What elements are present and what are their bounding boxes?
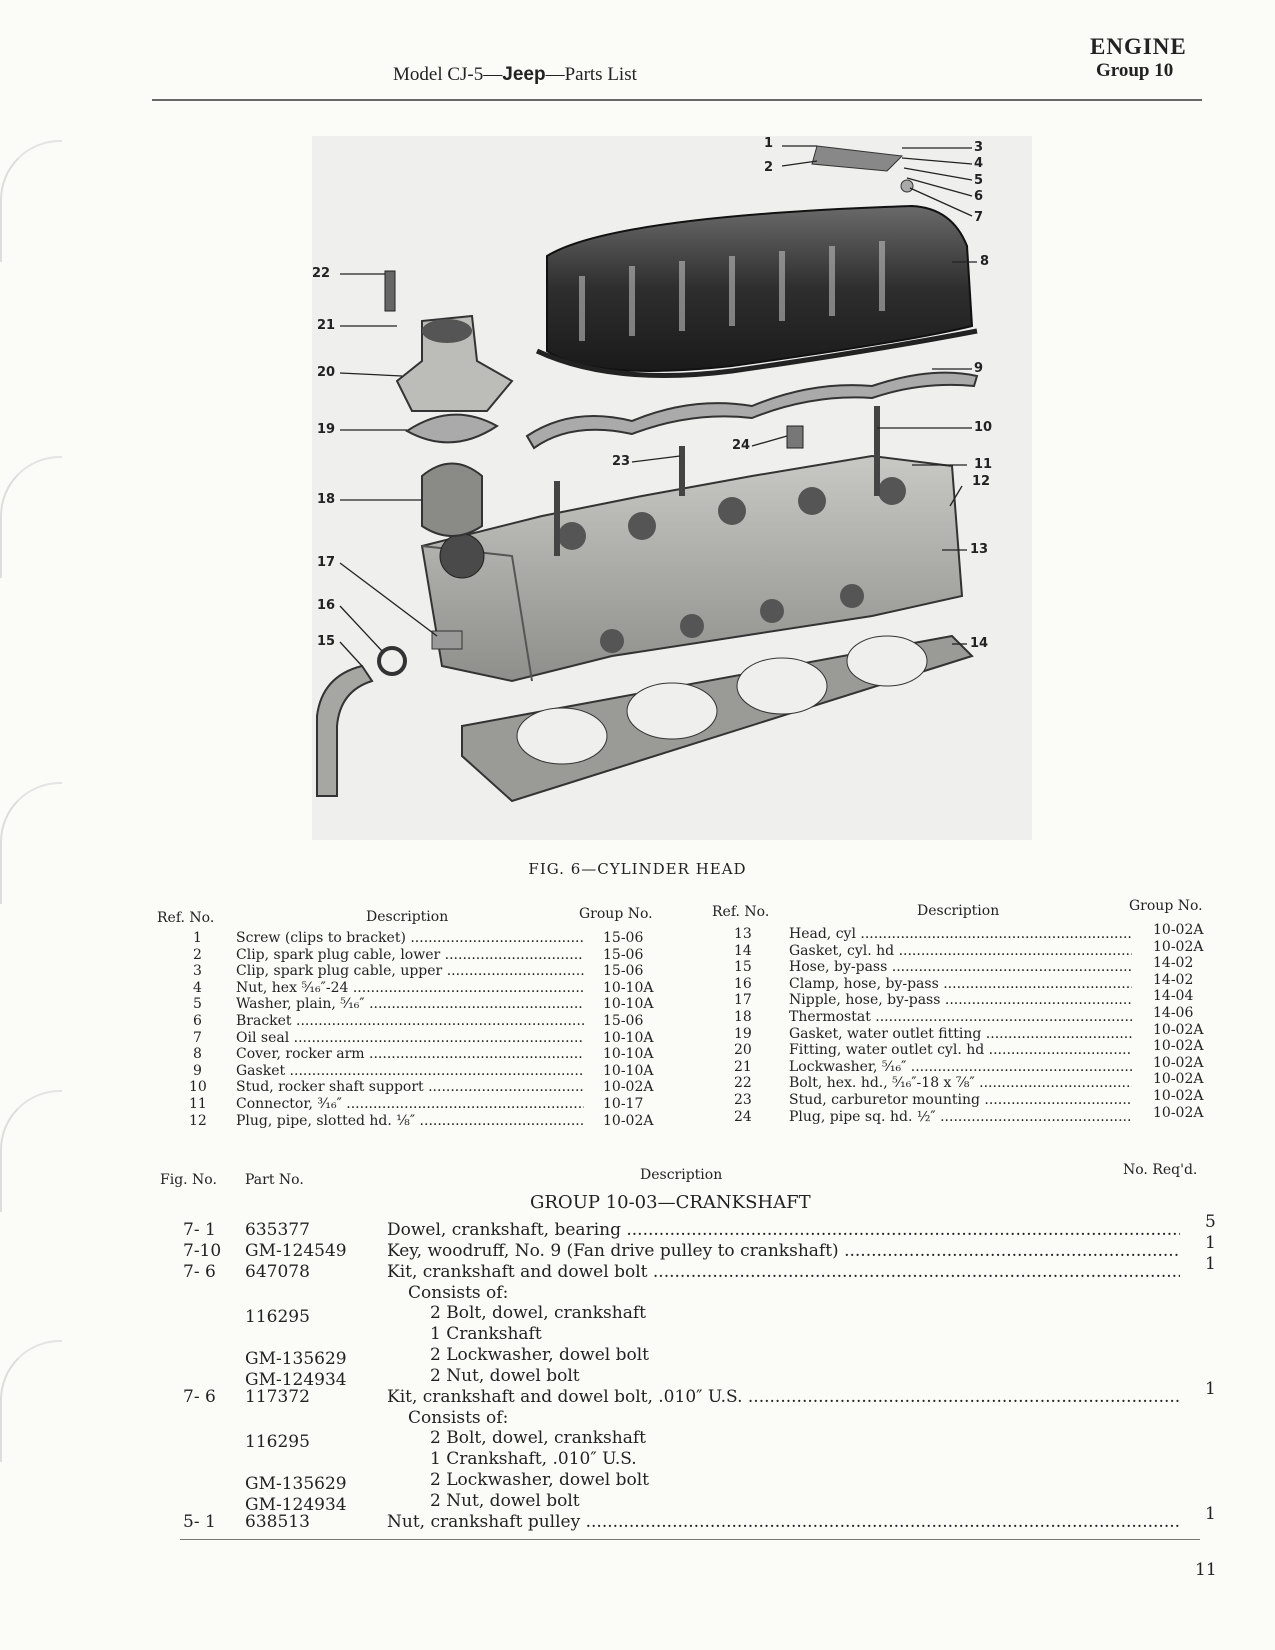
group-number: 10-02A (1153, 1054, 1204, 1071)
callout-6: 6 (974, 189, 984, 204)
item-description: Consists of: (408, 1408, 509, 1428)
desc-header-right: Description (917, 903, 1000, 919)
part-description: Clip, spark plug cable, lower ..... (236, 947, 584, 963)
group-number: 10-02A (603, 1112, 654, 1129)
part-number: GM-124934 (245, 1495, 347, 1515)
ref-number: 21 (734, 1058, 752, 1075)
binder-hole-mark (0, 140, 62, 262)
part-number: GM-135629 (245, 1474, 347, 1494)
ref-number: 13 (734, 926, 752, 942)
item-description: 1 Crankshaft, .010″ U.S. (430, 1449, 637, 1469)
item-description: 2 Nut, dowel bolt (430, 1366, 580, 1386)
group-number: 10-10A (603, 1029, 654, 1046)
part-description: Nut, hex ⁵⁄₁₆″-24 ..... (236, 980, 584, 996)
part-description: Stud, carburetor mounting ..... (789, 1092, 1132, 1108)
ref-number: 17 (734, 992, 752, 1009)
part-number: 638513 (245, 1512, 310, 1532)
part-number: 116295 (245, 1307, 310, 1327)
ref-number: 22 (734, 1075, 752, 1092)
part-description: Bolt, hex. hd., ⁵⁄₁₆″-18 x ⅞″ ..... (789, 1075, 1132, 1091)
binder-hole-mark (0, 1090, 62, 1212)
callout-19: 19 (317, 422, 336, 437)
group-number: 10-10A (603, 1046, 654, 1063)
item-description: 1 Crankshaft (430, 1324, 542, 1344)
footer-rule (180, 1539, 1200, 1540)
quantity-required: 1 (1205, 1254, 1216, 1274)
part-description: Plug, pipe, slotted hd. ⅛″ ..... (236, 1113, 584, 1129)
item-description: Dowel, crankshaft, bearing ..... (387, 1220, 1180, 1240)
ref-header-left: Ref. No. (157, 910, 215, 926)
ref-number: 14 (734, 942, 752, 959)
part-description: Gasket, water outlet fitting ..... (789, 1026, 1132, 1042)
part-description: Lockwasher, ⁵⁄₁₆″ ..... (789, 1059, 1132, 1075)
part-description: Screw (clips to bracket) ..... (236, 930, 584, 946)
quantity-required: 1 (1205, 1233, 1216, 1253)
part-description: Head, cyl ..... (789, 926, 1132, 942)
fig-number: 7- 1 (183, 1220, 216, 1240)
ref-number: 23 (734, 1092, 752, 1108)
group-number: 10-02A (1153, 1038, 1204, 1055)
part-number: GM-135629 (245, 1349, 347, 1369)
group-number: 15-06 (603, 946, 644, 963)
callout-21: 21 (317, 318, 336, 333)
ref-number: 16 (734, 975, 752, 992)
part-description: Gasket ..... (236, 1063, 584, 1079)
part-number: 647078 (245, 1262, 310, 1282)
ref-number: 4 (193, 979, 202, 996)
part-description: Bracket ..... (236, 1013, 584, 1029)
part-number: 117372 (245, 1387, 310, 1407)
ref-number: 19 (734, 1025, 752, 1042)
callout-2: 2 (764, 160, 774, 175)
group-number: 14-02 (1153, 971, 1194, 988)
binder-hole-mark (0, 782, 62, 904)
item-description: Kit, crankshaft and dowel bolt ..... (387, 1262, 1180, 1282)
item-description: Nut, crankshaft pulley ..... (387, 1512, 1180, 1532)
description-header: Description (640, 1167, 723, 1183)
ref-number: 7 (193, 1029, 202, 1046)
group-number: 10-02A (1153, 1104, 1204, 1121)
ref-number: 9 (193, 1062, 202, 1079)
quantity-required: 1 (1205, 1379, 1216, 1399)
ref-number: 6 (193, 1013, 202, 1029)
item-description: 2 Bolt, dowel, crankshaft (430, 1428, 646, 1448)
callout-18: 18 (317, 492, 336, 507)
part-number: 635377 (245, 1220, 310, 1240)
part-description: Thermostat ..... (789, 1009, 1132, 1025)
ref-number: 20 (734, 1042, 752, 1059)
part-number: 116295 (245, 1432, 310, 1452)
group-header-right: Group No. (1129, 898, 1203, 914)
ref-number: 24 (734, 1108, 752, 1125)
group-number: 10-10A (603, 996, 654, 1013)
group-number: 15-06 (603, 963, 644, 980)
part-description: Plug, pipe sq. hd. ½″ ..... (789, 1109, 1132, 1125)
part-number: GM-124549 (245, 1241, 347, 1261)
ref-number: 5 (193, 996, 202, 1013)
figure-caption: FIG. 6—CYLINDER HEAD (528, 860, 747, 878)
callout-20: 20 (317, 365, 336, 380)
req-header: No. Req'd. (1123, 1162, 1198, 1178)
item-description: 2 Nut, dowel bolt (430, 1491, 580, 1511)
cylinder-head-exploded-view (312, 136, 1032, 840)
group-number: 10-02A (1153, 1088, 1204, 1104)
callout-16: 16 (317, 598, 336, 613)
item-description: 2 Lockwasher, dowel bolt (430, 1470, 650, 1490)
section-title: ENGINE (1090, 34, 1187, 59)
callout-23: 23 (612, 454, 631, 469)
group-number: 10-02A (1153, 1021, 1204, 1038)
callout-1: 1 (764, 136, 774, 151)
callout-15: 15 (317, 634, 336, 649)
item-description: 2 Bolt, dowel, crankshaft (430, 1303, 646, 1323)
ref-number: 12 (189, 1112, 207, 1129)
ref-number: 15 (734, 959, 752, 976)
group-number: 10-17 (603, 1096, 644, 1112)
item-description: Kit, crankshaft and dowel bolt, .010″ U.S. ..... (387, 1387, 1180, 1407)
group-number: 14-04 (1153, 988, 1194, 1005)
group-number: 10-10A (603, 1062, 654, 1079)
ref-header-right: Ref. No. (712, 904, 770, 920)
binder-hole-mark (0, 1340, 62, 1462)
group-number: 15-06 (603, 930, 644, 946)
desc-header-left: Description (366, 909, 449, 925)
group-number: 10-02A (1153, 938, 1204, 955)
item-description: Consists of: (408, 1283, 509, 1303)
ref-number: 11 (189, 1096, 207, 1112)
part-description: Cover, rocker arm ..... (236, 1046, 584, 1062)
fig-no-header: Fig. No. (160, 1172, 217, 1188)
ref-number: 18 (734, 1009, 752, 1025)
quantity-required: 1 (1205, 1504, 1216, 1524)
group-number: 10-02A (1153, 1071, 1204, 1088)
part-number: GM-124934 (245, 1370, 347, 1390)
part-description: Clamp, hose, by-pass ..... (789, 976, 1132, 992)
callout-9: 9 (974, 361, 984, 376)
group-number: 14-06 (1153, 1005, 1194, 1021)
callout-14: 14 (970, 636, 989, 651)
callout-17: 17 (317, 555, 336, 570)
part-description: Fitting, water outlet cyl. hd ..... (789, 1042, 1132, 1058)
group-number: 10-10A (603, 979, 654, 996)
ref-number: 1 (193, 930, 202, 946)
part-description: Connector, ³⁄₁₆″ ..... (236, 1096, 584, 1112)
part-description: Hose, by-pass ..... (789, 959, 1132, 975)
cylinder-head-illustration (312, 136, 1032, 840)
callout-8: 8 (980, 254, 990, 269)
group-number: 10-02A (1153, 922, 1204, 938)
callout-5: 5 (974, 173, 984, 188)
binder-hole-mark (0, 456, 62, 578)
fig-number: 5- 1 (183, 1512, 216, 1532)
fig-number: 7- 6 (183, 1387, 216, 1407)
item-description: Key, woodruff, No. 9 (Fan drive pulley to crankshaft) ..... (387, 1241, 1180, 1261)
part-description: Oil seal ..... (236, 1030, 584, 1046)
page-header-title: Model CJ-5—Jeep—Parts List (393, 64, 637, 85)
item-description: 2 Lockwasher, dowel bolt (430, 1345, 650, 1365)
callout-4: 4 (974, 156, 984, 171)
quantity-required: 5 (1205, 1212, 1216, 1232)
callout-3: 3 (974, 140, 984, 155)
group-label: Group 10 (1096, 60, 1174, 81)
ref-number: 3 (193, 963, 202, 980)
callout-12: 12 (972, 474, 991, 489)
part-description: Washer, plain, ⁵⁄₁₆″ ..... (236, 996, 584, 1012)
fig-number: 7-10 (183, 1241, 222, 1261)
group-number: 10-02A (603, 1079, 654, 1096)
part-description: Clip, spark plug cable, upper ..... (236, 963, 584, 979)
callout-11: 11 (974, 457, 993, 472)
page-number: 11 (1195, 1560, 1217, 1580)
part-description: Nipple, hose, by-pass ..... (789, 992, 1132, 1008)
callout-24: 24 (732, 438, 751, 453)
callout-22: 22 (312, 266, 331, 281)
part-no-header: Part No. (245, 1172, 304, 1188)
callout-7: 7 (974, 210, 984, 225)
part-description: Stud, rocker shaft support ..... (236, 1079, 584, 1095)
fig-number: 7- 6 (183, 1262, 216, 1282)
callout-10: 10 (974, 420, 993, 435)
group-number: 14-02 (1153, 955, 1194, 972)
group-header-left: Group No. (579, 906, 653, 922)
group-number: 15-06 (603, 1013, 644, 1029)
ref-number: 10 (189, 1079, 207, 1096)
ref-number: 8 (193, 1046, 202, 1063)
group-title: GROUP 10-03—CRANKSHAFT (530, 1192, 811, 1213)
header-rule (152, 99, 1202, 101)
callout-13: 13 (970, 542, 989, 557)
part-description: Gasket, cyl. hd ..... (789, 943, 1132, 959)
ref-number: 2 (193, 946, 202, 963)
